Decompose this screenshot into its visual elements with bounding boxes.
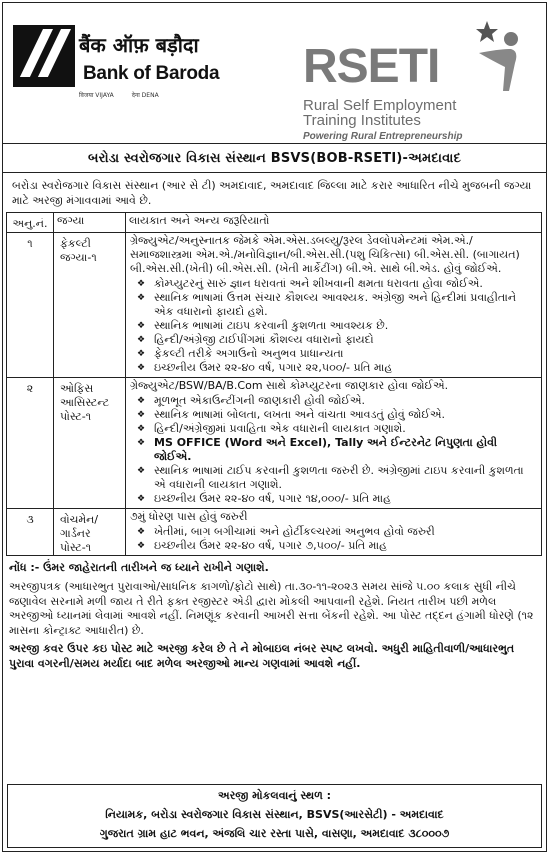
table-row	[7, 509, 542, 556]
row-serial: ૧	[7, 233, 54, 378]
bob-hindi-name: बैंक ऑफ़ बड़ौदा	[79, 33, 199, 57]
requirement-item: ❖ હિન્દી/અંગ્રેજી ટાઈપીંગમાં કૌશલ્ય વધારાનો ફાયદો	[134, 333, 537, 347]
requirement-item: ❖ ખેતીમાં, બાગ બગીચામાં અને હોર્ટીકલ્ચરમાં અનુભવ હોવો જરુરી	[134, 525, 537, 539]
requirement-item: ❖ ઇચ્છનીય ઉંમર ૨૨-૪૦ વર્ષ, પગાર ૧૪,૦૦૦/- પ્રતિ માહ	[134, 492, 537, 506]
requirement-item: ❖ સ્થાનિક ભાષામાં બોલતા, લખતા અને વાંચતા આવડતું હોવું જોઈએ.	[134, 408, 537, 422]
row-qualification	[126, 378, 542, 509]
requirement-item: ❖ સ્થાનિક ભાષામાં ઉત્તમ સંચાર કૌશલ્ય આવશ્યક. અંગ્રેજી અને હિન્દીમાં પ્રવાહીતાને એક વધારાનો ફાયદો હશે.	[134, 291, 537, 319]
table-header-row	[7, 213, 542, 233]
header	[3, 3, 546, 143]
header-serial: અનુ.નં.	[7, 213, 54, 233]
qualification-lead: ગ્રેજ્યુએટ/અનુસ્નાતક જેમકે એમ.એસ.ડબલ્યુ/રૂરલ ડેવલોપમેન્ટમાં એમ.એ./ સમાજશાસ્ત્રમા એમ.એ./મનોવિજ્ઞાન/બી.એસ.સી.(પશુ ચિકિત્સા) બી.એસ.સી. (બાગાયત) બી.એસ.સી.(ખેતી) બી.એસ.સી. (ખેતી માર્કેટીંગ) બી.એ. સાથે બી.એડ. હોવું જોઈએ.	[130, 234, 520, 275]
bob-merged-banks	[79, 91, 175, 99]
requirement-item: ❖ હિન્દી/અંગ્રેજીમાં પ્રવાહિતા એક વધારાની લાયકાત ગણાશે.	[134, 422, 537, 436]
requirement-item: ❖ કોમ્પ્યુટરનું સારું જ્ઞાન ધરાવતાં અને શીખવાની ક્ષમતા ધરાવતા હોવા જોઈએ.	[134, 277, 537, 291]
vacancy-table	[6, 212, 542, 556]
row-serial: ૨	[7, 378, 54, 509]
requirement-item: ❖ ઇચ્છનીય ઉંમર ૨૨-૪૦ વર્ષ, પગાર ૨૨,૫૦૦/- પ્રતિ માહ	[134, 361, 537, 375]
header-post: જગ્યા	[54, 213, 126, 233]
address-line2: ગુજરાત ગ્રામ હાટ ભવન, અંજલિ ચાર રસ્તા પાસે, વાસણા, અમદાવાદ ૩૮૦૦૦૭	[99, 827, 450, 840]
requirement-list	[130, 277, 537, 375]
header-qualification: લાયકાત અને અન્ય જરૂરિયાતો	[126, 213, 542, 233]
row-post: ઓફિસ આસિસ્ટન્ટ પોસ્ટ-૧	[54, 378, 126, 509]
bob-baroda-sun-icon	[13, 25, 75, 87]
qualification-lead: ૭મું ધોરણ પાસ હોવું જરુરી	[130, 510, 248, 523]
rseti-person-star-icon	[469, 19, 529, 99]
row-post: ફેકલ્ટી જગ્યા-૧	[54, 233, 126, 378]
row-post: વોચમેન/ ગાર્ડનર પોસ્ટ-૧	[54, 509, 126, 556]
vijaya-label: विजया VIJAYA	[79, 92, 114, 99]
row-qualification	[126, 233, 542, 378]
requirement-item: ❖ સ્થાનિક ભાષામાં ટાઇપ કરવાની કુશળતા આવશ્યક છે.	[134, 319, 537, 333]
address-heading: અરજી મોકલવાનું સ્થળ :	[217, 789, 332, 802]
table-row	[7, 378, 542, 509]
rseti-tagline: Powering Rural Entrepreneurship	[303, 131, 463, 142]
table-row	[7, 233, 542, 378]
rseti-line1: Rural Self Employment	[303, 97, 457, 114]
page-title: બરોડા સ્વરોજગાર વિકાસ સંસ્થાન BSVS(BOB-RSETI)-અમદાવાદ	[3, 143, 546, 173]
rseti-title: RSETI	[303, 40, 440, 93]
job-advertisement	[2, 2, 547, 852]
qualification-lead: ગ્રેજ્યુએટ/BSW/BA/B.Com સાથે કોમ્પ્યુટરના જાણકાર હોવા જોઈએ.	[130, 379, 449, 392]
address-box	[7, 784, 542, 848]
application-instructions: અરજીપત્રક (આધારભુત પુરાવાઓ/સાધનિક કાગળો/ફોટો સાથે) તા.૩૦-૧૧-૨૦૨૩ સમય સાંજે ૫.૦૦ કલાક સુધી નીચે જણાવેલ સરનામે મળી જાય તે રીતે ફક્ત રજીસ્ટર એડી દ્વારા મોકલી આપવાની રહેશે. નિયત તારીખ પછી મળેલ અરજીઓ ધ્યાનમાં લેવામાં આવશે નહીં. નિમણૂંક કરવાની આખરી સત્તા બેંકની રહેશે. આ પોસ્ટ તદ્દન હંગામી ધોરણે (૧૨ માસના કોન્ટ્રાક્ટ આધારીત) છે.	[9, 580, 534, 637]
rseti-line2: Training Institutes	[303, 112, 421, 129]
bank-of-baroda-logo	[13, 25, 248, 103]
intro-text: બરોડા સ્વરોજગાર વિકાસ સંસ્થાન (આર સે ટી) અમદાવાદ, અમદાવાદ જિલ્લા માટે કરાર આધારિત નીચે મુજબની જગ્યા માટે અરજી મંગાવવામાં આવે છે.	[12, 179, 532, 207]
requirement-item: ❖ સ્થાનિક ભાષામાં ટાઈપ કરવાની કુશળતા જરુરી છે. અંગ્રેજીમાં ટાઇપ કરવાની કુશળતા એ વધારાની લાયકાત ગણાશે.	[134, 464, 537, 492]
requirement-list	[130, 394, 537, 506]
row-qualification	[126, 509, 542, 556]
requirement-item: ❖ MS OFFICE (Word અને Excel), Tally અને ઈન્ટરનેટ નિપુણતા હોવી જોઈએ.	[134, 436, 537, 464]
requirement-item: ❖ મૂળભૂત એકાઉન્ટીંગની જાણકારી હોવી જોઈએ.	[134, 394, 537, 408]
address-line1: નિયામક, બરોડા સ્વરોજગાર વિકાસ સંસ્થાન, BSVS(આરસેટી) - અમદાવાદ	[105, 808, 444, 821]
bob-english-name: Bank of Baroda	[83, 63, 220, 84]
dena-label: देना DENA	[131, 92, 159, 99]
age-note: નોંધ :- ઉંમર જાહેરાતની તારીખને જ ધ્યાને રાખીને ગણાશે.	[9, 561, 269, 574]
requirement-item: ❖ ઇચ્છનીય ઉંમર ૨૨-૪૦ વર્ષ, પગાર ૭,૫૦૦/- પ્રતિ માહ	[134, 539, 537, 553]
row-serial: ૩	[7, 509, 54, 556]
requirement-item: ❖ ફેકલ્ટી તરીકે અગાઉનો અનુભવ પ્રાધાન્યતા	[134, 347, 537, 361]
requirement-list	[130, 525, 537, 553]
rseti-logo	[303, 19, 533, 143]
cover-instructions: અરજી કવર ઉપર કઇ પોસ્ટ માટે અરજી કરેલ છે તે ને મોબાઇલ નંબર સ્પષ્ટ લખવો. અધુરી માહિતીવાળી/આધારભુત પુરાવા વગરની/સમય મર્યાદા બાદ મળેલ અરજીઓ માન્ય ગણવામાં આવશે નહીં.	[9, 642, 515, 670]
